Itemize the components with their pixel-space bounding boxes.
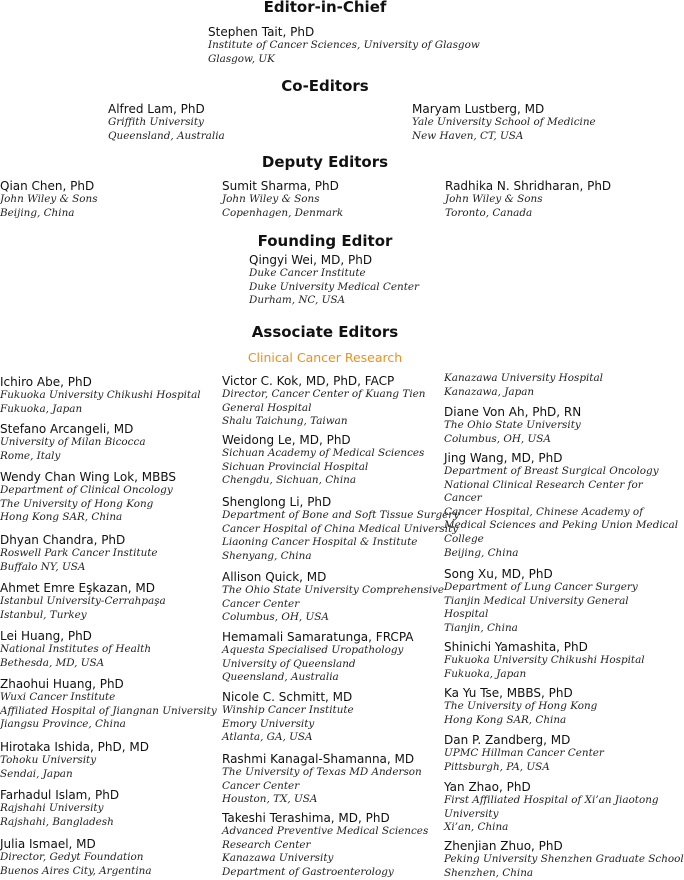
editor-name: Song Xu, MD, PhD bbox=[444, 567, 553, 581]
affiliation-line: University of Milan Bicocca bbox=[0, 436, 146, 448]
editor-affiliation bbox=[444, 794, 659, 835]
editor-affiliation bbox=[222, 704, 444, 745]
editor-entry bbox=[444, 372, 650, 399]
editor-entry bbox=[444, 640, 650, 681]
editor-entry bbox=[222, 179, 343, 220]
editor-entry bbox=[222, 570, 444, 625]
affiliation-line: Queensland, Australia bbox=[222, 671, 339, 684]
affiliation-line: University of Queensland bbox=[222, 657, 356, 670]
affiliation-line: Yale University School of Medicine bbox=[412, 116, 596, 128]
editor-affiliation bbox=[444, 419, 650, 446]
affiliation-line: Hong Kong SAR, China bbox=[0, 511, 123, 524]
editor-affiliation bbox=[222, 766, 444, 807]
editor-name: Stefano Arcangeli, MD bbox=[0, 422, 134, 436]
editor-name: Zhenjian Zhuo, PhD bbox=[444, 839, 563, 853]
editor-name: Ichiro Abe, PhD bbox=[0, 375, 92, 389]
editor-name: Qingyi Wei, MD, PhD bbox=[249, 253, 373, 267]
affiliation-line: Toronto, Canada bbox=[445, 206, 533, 219]
editor-name: Radhika N. Shridharan, PhD bbox=[445, 179, 612, 193]
editor-affiliation bbox=[444, 372, 650, 399]
editor-entry bbox=[222, 811, 444, 879]
editor-entry bbox=[0, 179, 98, 220]
affiliation-line: Emory University bbox=[222, 717, 315, 730]
affiliation-line: Atlanta, GA, USA bbox=[222, 731, 313, 744]
affiliation-line: Shalu Taichung, Taiwan bbox=[222, 415, 348, 428]
affiliation-line: Hong Kong SAR, China bbox=[444, 713, 567, 726]
editor-entry bbox=[222, 752, 444, 807]
editor-entry bbox=[0, 837, 220, 878]
editor-affiliation bbox=[0, 484, 220, 525]
affiliation-line: Griffith University bbox=[108, 116, 204, 128]
affiliation-line: National Clinical Research Center for bbox=[444, 478, 643, 491]
affiliation-line: Aquesta Specialised Uropathology bbox=[222, 644, 404, 656]
editor-name: Stephen Tait, PhD bbox=[208, 25, 315, 39]
editor-name: Weidong Le, MD, PhD bbox=[222, 433, 351, 447]
editor-name: Julia Ismael, MD bbox=[0, 837, 96, 851]
editor-name: Shinichi Yamashita, PhD bbox=[444, 640, 588, 654]
affiliation-line: Columbus, OH, USA bbox=[444, 432, 551, 445]
editor-entry bbox=[208, 25, 480, 66]
affiliation-line: Beijing, China bbox=[0, 206, 75, 219]
affiliation-line: Sendai, Japan bbox=[0, 767, 73, 780]
affiliation-line: Cancer Hospital, Chinese Academy of bbox=[444, 505, 644, 518]
affiliation-line: Peking University Shenzhen Graduate School bbox=[444, 853, 684, 865]
editor-affiliation bbox=[444, 853, 684, 880]
affiliation-line: John Wiley & Sons bbox=[445, 193, 543, 205]
affiliation-line: Bethesda, MD, USA bbox=[0, 656, 105, 669]
affiliation-line: Tohoku University bbox=[0, 754, 97, 766]
editor-entry bbox=[445, 179, 611, 220]
editor-name: Dan P. Zandberg, MD bbox=[444, 733, 571, 747]
affiliation-line: Buenos Aires City, Argentina bbox=[0, 864, 152, 877]
affiliation-line: John Wiley & Sons bbox=[0, 193, 98, 205]
affiliation-line: Fukuoka, Japan bbox=[444, 667, 527, 680]
editor-affiliation bbox=[108, 116, 225, 143]
editor-entry bbox=[222, 433, 444, 488]
affiliation-line: Affiliated Hospital of Jiangnan University bbox=[0, 704, 217, 717]
affiliation-line: New Haven, CT, USA bbox=[412, 129, 524, 142]
affiliation-line: Research Center bbox=[222, 838, 311, 851]
editor-entry bbox=[249, 253, 419, 308]
editor-affiliation bbox=[222, 825, 444, 879]
affiliation-line: Kanazawa, Japan bbox=[444, 385, 535, 398]
affiliation-line: Pittsburgh, PA, USA bbox=[444, 760, 550, 773]
affiliation-line: First Affiliated Hospital of Xi’an Jiaotong bbox=[444, 794, 659, 806]
heading-founding-editor: Founding Editor bbox=[257, 232, 393, 250]
editor-entry bbox=[444, 780, 659, 835]
affiliation-line: Shenzhen, China bbox=[444, 866, 534, 879]
editor-affiliation bbox=[0, 193, 98, 220]
affiliation-line: Jiangsu Province, China bbox=[0, 718, 126, 731]
editor-entry bbox=[0, 375, 220, 416]
editor-entry bbox=[444, 451, 679, 560]
editor-affiliation bbox=[444, 654, 650, 681]
affiliation-line: Rome, Italy bbox=[0, 449, 61, 462]
editor-affiliation bbox=[222, 388, 444, 429]
affiliation-line: Columbus, OH, USA bbox=[222, 611, 329, 624]
editor-affiliation bbox=[444, 581, 650, 635]
editor-entry bbox=[0, 533, 220, 574]
affiliation-line: Fukuoka, Japan bbox=[0, 402, 83, 415]
affiliation-line: Queensland, Australia bbox=[108, 129, 225, 142]
editor-entry bbox=[0, 788, 220, 829]
affiliation-line: Fukuoka University Chikushi Hospital bbox=[444, 654, 645, 666]
editor-affiliation bbox=[0, 436, 220, 463]
affiliation-line: Department of Clinical Oncology bbox=[0, 484, 173, 496]
affiliation-line: Cancer bbox=[444, 492, 482, 505]
affiliation-line: Cancer Center bbox=[222, 779, 300, 792]
editor-affiliation bbox=[0, 802, 220, 829]
affiliation-line: The University of Hong Kong bbox=[0, 497, 154, 510]
affiliation-line: College bbox=[444, 532, 484, 545]
editor-entry bbox=[444, 686, 650, 727]
heading-deputy-editors: Deputy Editors bbox=[261, 153, 389, 171]
heading-editor-in-chief: Editor-in-Chief bbox=[263, 0, 387, 16]
editor-affiliation bbox=[444, 700, 650, 727]
affiliation-line: Beijing, China bbox=[444, 546, 519, 559]
editor-name: Sumit Sharma, PhD bbox=[222, 179, 339, 193]
affiliation-line: Director, Gedyt Foundation bbox=[0, 851, 144, 863]
editor-entry bbox=[0, 581, 220, 622]
editor-entry bbox=[0, 470, 220, 525]
affiliation-line: John Wiley & Sons bbox=[222, 193, 320, 205]
affiliation-line: Copenhagen, Denmark bbox=[222, 206, 344, 219]
affiliation-line: Hospital bbox=[444, 608, 489, 621]
affiliation-line: Tianjin, China bbox=[444, 621, 518, 634]
affiliation-line: Department of Bone and Soft Tissue Surgery bbox=[222, 509, 460, 521]
editor-affiliation bbox=[444, 465, 679, 560]
editor-entry bbox=[222, 374, 444, 429]
affiliation-line: General Hospital bbox=[222, 401, 312, 414]
editor-entry bbox=[444, 839, 684, 880]
affiliation-line: National Institutes of Health bbox=[0, 643, 152, 655]
affiliation-line: Sichuan Provincial Hospital bbox=[222, 460, 369, 473]
editor-entry bbox=[0, 677, 220, 732]
editor-name: Yan Zhao, PhD bbox=[444, 780, 531, 794]
editor-affiliation bbox=[249, 267, 419, 308]
editor-entry bbox=[444, 567, 650, 635]
editor-name: Allison Quick, MD bbox=[222, 570, 327, 584]
affiliation-line: Houston, TX, USA bbox=[222, 793, 318, 806]
editor-name: Ahmet Emre Eşkazan, MD bbox=[0, 581, 155, 595]
editor-name: Dhyan Chandra, PhD bbox=[0, 533, 126, 547]
editor-entry bbox=[222, 495, 460, 563]
affiliation-line: Advanced Preventive Medical Sciences bbox=[222, 825, 429, 837]
affiliation-line: Duke University Medical Center bbox=[249, 280, 420, 293]
affiliation-line: Glasgow, UK bbox=[208, 52, 275, 65]
affiliation-line: Buffalo NY, USA bbox=[0, 560, 86, 573]
editor-name: Hemamali Samaratunga, FRCPA bbox=[222, 630, 414, 644]
editor-name: Alfred Lam, PhD bbox=[108, 102, 205, 116]
affiliation-line: Xi’an, China bbox=[444, 821, 509, 834]
affiliation-line: Department of Gastroenterology bbox=[222, 865, 394, 878]
editor-affiliation bbox=[0, 754, 220, 781]
editor-affiliation bbox=[0, 643, 220, 670]
affiliation-line: Rajshahi, Bangladesh bbox=[0, 815, 114, 828]
editor-name: Qian Chen, PhD bbox=[0, 179, 95, 193]
editor-name: Hirotaka Ishida, PhD, MD bbox=[0, 740, 149, 754]
editor-name: Shenglong Li, PhD bbox=[222, 495, 332, 509]
editor-name: Rashmi Kanagal-Shamanna, MD bbox=[222, 752, 415, 766]
affiliation-line: The University of Texas MD Anderson bbox=[222, 766, 422, 778]
affiliation-line: The University of Hong Kong bbox=[444, 700, 598, 712]
subheading-clinical-cancer-research: Clinical Cancer Research bbox=[247, 350, 403, 365]
affiliation-line: Medical Sciences and Peking Union Medical bbox=[444, 519, 679, 532]
editor-affiliation bbox=[445, 193, 611, 220]
editor-entry bbox=[0, 740, 220, 781]
affiliation-line: Kanazawa University bbox=[222, 852, 334, 865]
editor-entry bbox=[222, 690, 444, 745]
editor-entry bbox=[444, 733, 650, 774]
editor-affiliation bbox=[412, 116, 596, 143]
affiliation-line: Shenyang, China bbox=[222, 549, 312, 562]
affiliation-line: Roswell Park Cancer Institute bbox=[0, 547, 158, 559]
editor-entry bbox=[412, 102, 596, 143]
affiliation-line: Tianjin Medical University General bbox=[444, 594, 629, 607]
editor-affiliation bbox=[208, 39, 480, 66]
editor-name: Takeshi Terashima, MD, PhD bbox=[222, 811, 390, 825]
affiliation-line: Winship Cancer Institute bbox=[222, 704, 354, 716]
affiliation-line: Durham, NC, USA bbox=[249, 294, 345, 307]
editor-affiliation bbox=[222, 509, 460, 563]
editor-affiliation bbox=[222, 644, 444, 685]
editor-name: Ka Yu Tse, MBBS, PhD bbox=[444, 686, 573, 700]
editor-affiliation bbox=[0, 389, 220, 416]
affiliation-line: Kanazawa University Hospital bbox=[444, 372, 603, 384]
editor-affiliation bbox=[222, 193, 343, 220]
editor-name: Diane Von Ah, PhD, RN bbox=[444, 405, 582, 419]
affiliation-line: Rajshahi University bbox=[0, 802, 104, 814]
editor-entry bbox=[0, 422, 220, 463]
editor-affiliation bbox=[444, 747, 650, 774]
affiliation-line: Istanbul, Turkey bbox=[0, 608, 87, 621]
editor-name: Farhadul Islam, PhD bbox=[0, 788, 120, 802]
heading-associate-editors: Associate Editors bbox=[251, 323, 399, 341]
editor-entry bbox=[222, 630, 444, 685]
editor-entry bbox=[108, 102, 225, 143]
affiliation-line: Duke Cancer Institute bbox=[249, 267, 366, 279]
affiliation-line: Sichuan Academy of Medical Sciences bbox=[222, 447, 425, 459]
affiliation-line: Director, Cancer Center of Kuang Tien bbox=[222, 388, 426, 400]
heading-co-editors: Co-Editors bbox=[281, 77, 369, 95]
editor-affiliation bbox=[0, 547, 220, 574]
editor-affiliation bbox=[222, 584, 444, 625]
affiliation-line: University bbox=[444, 807, 499, 820]
editor-name: Jing Wang, MD, PhD bbox=[444, 451, 563, 465]
affiliation-line: Fukuoka University Chikushi Hospital bbox=[0, 389, 201, 401]
affiliation-line: UPMC Hillman Cancer Center bbox=[444, 747, 604, 759]
affiliation-line: The Ohio State University bbox=[444, 419, 581, 431]
affiliation-line: Chengdu, Sichuan, China bbox=[222, 474, 357, 487]
affiliation-line: Cancer Hospital of China Medical University bbox=[222, 522, 459, 535]
editor-name: Victor C. Kok, MD, PhD, FACP bbox=[222, 374, 395, 388]
affiliation-line: The Ohio State University Comprehensive bbox=[222, 584, 445, 596]
affiliation-line: Department of Breast Surgical Oncology bbox=[444, 465, 659, 477]
editor-affiliation bbox=[0, 595, 220, 622]
editor-name: Nicole C. Schmitt, MD bbox=[222, 690, 353, 704]
affiliation-line: Institute of Cancer Sciences, University of Glasgow bbox=[208, 39, 480, 51]
editor-affiliation bbox=[222, 447, 444, 488]
editor-entry bbox=[0, 629, 220, 670]
editor-name: Lei Huang, PhD bbox=[0, 629, 92, 643]
affiliation-line: Cancer Center bbox=[222, 597, 300, 610]
affiliation-line: Istanbul University-Cerrahpaşa bbox=[0, 595, 166, 607]
affiliation-line: Wuxi Cancer Institute bbox=[0, 691, 116, 703]
affiliation-line: Department of Lung Cancer Surgery bbox=[444, 581, 638, 593]
editor-name: Maryam Lustberg, MD bbox=[412, 102, 545, 116]
editor-name: Wendy Chan Wing Lok, MBBS bbox=[0, 470, 177, 484]
editor-entry bbox=[444, 405, 650, 446]
editor-affiliation bbox=[0, 691, 220, 732]
editor-name: Zhaohui Huang, PhD bbox=[0, 677, 124, 691]
affiliation-line: Liaoning Cancer Hospital & Institute bbox=[222, 536, 418, 549]
editor-affiliation bbox=[0, 851, 220, 878]
